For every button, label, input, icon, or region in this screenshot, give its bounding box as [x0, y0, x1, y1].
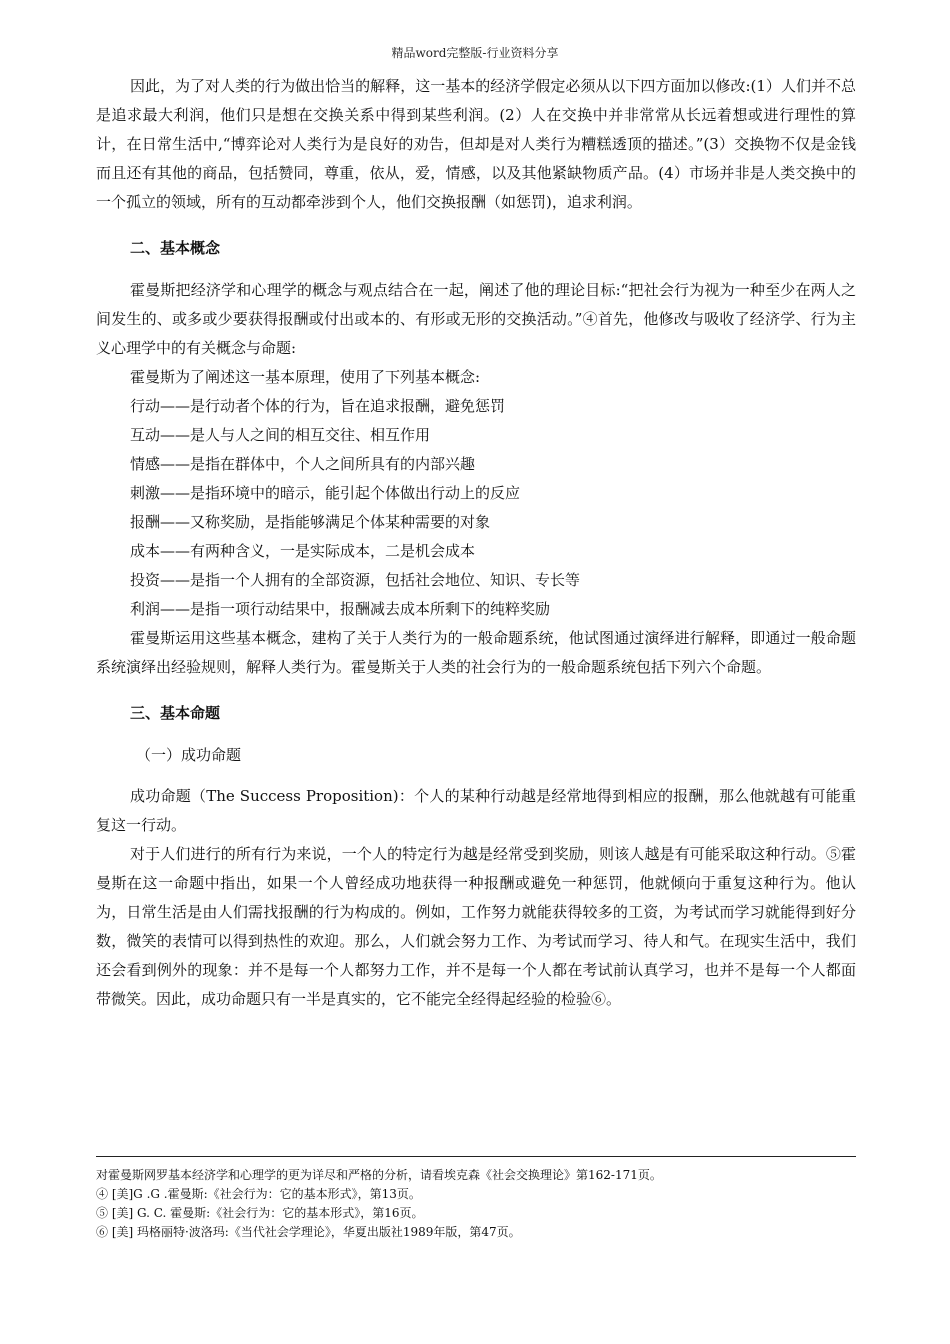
footnotes: [96, 1166, 856, 1242]
body-paragraph: 霍曼斯为了阐述这一基本原理，使用了下列基本概念:: [130, 368, 481, 386]
page-header: 精品word完整版-行业资料分享: [391, 46, 559, 60]
definition-item: 行动——是行动者个体的行为，旨在追求报酬，避免惩罚: [130, 397, 506, 415]
definition-item: 利润——是指一项行动结果中，报酬减去成本所剩下的纯粹奖励: [130, 600, 551, 618]
footnote-item: 对霍曼斯网罗基本经济学和心理学的更为详尽和严格的分析，请看埃克森《社会交换理论》第162-171页。: [96, 1168, 662, 1182]
definition-item: 报酬——又称奖励，是指能够满足个体某种需要的对象: [130, 513, 491, 531]
definition-item: 投资——是指一个人拥有的全部资源，包括社会地位、知识、专长等: [130, 571, 581, 589]
body-paragraph: 对于人们进行的所有行为来说，一个人的特定行为越是经常受到奖励，则该人越是有可能采取这种行动。⑤霍曼斯在这一命题中指出，如果一个人曾经成功地获得一种报酬或避免一种惩罚，他就倾向于重复这种行为。他认为，日常生活是由人们需找报酬的行为构成的。例如，工作努力就能获得较多的工资，为考试而学习就能得到好分数，微笑的表情可以得到热性的欢迎。那么，人们就会努力工作、为考试而学习、待人和气。在现实生活中，我们还会看到例外的现象：并不是每一个人都努力工作，并不是每一个人都在考试前认真学习，也并不是每一个人都面带微笑。因此，成功命题只有一半是真实的，它不能完全经得起经验的检验⑥。: [96, 845, 856, 1008]
document-body: [96, 72, 856, 1014]
body-paragraph: 成功命题（The Success Proposition)：个人的某种行动越是经常地得到相应的报酬，那么他就越有可能重复这一行动。: [96, 787, 856, 834]
intro-paragraph: 因此，为了对人类的行为做出恰当的解释，这一基本的经济学假定必须从以下四方面加以修改:(1）人们并不总是追求最大利润，他们只是想在交换关系中得到某些利润。(2）人在交换中并非常常从长远着想或进行理性的算计，在日常生活中,“博弈论对人类行为是良好的劝告，但却是对人类行为糟糕透顶的描述。”(3）交换物不仅是金钱而且还有其他的商品，包括赞同，尊重，依从，爱，情感，以及其他紧缺物质产品。(4）市场并非是人类交换中的一个孤立的领域，所有的互动都牵涉到个人，他们交换报酬（如惩罚)，追求利润。: [96, 77, 856, 211]
section-heading-basic-propositions: 三、基本命题: [130, 704, 221, 722]
body-paragraph: 霍曼斯运用这些基本概念，建构了关于人类行为的一般命题系统，他试图通过演绎进行解释，即通过一般命题系统演绎出经验规则，解释人类行为。霍曼斯关于人类的社会行为的一般命题系统包括下列六个命题。: [96, 629, 856, 676]
definition-item: 刺激——是指环境中的暗示，能引起个体做出行动上的反应: [130, 484, 521, 502]
definition-item: 情感——是指在群体中，个人之间所具有的内部兴趣: [130, 455, 476, 473]
subsection-heading-success: （一）成功命题: [136, 746, 242, 764]
footnote-item: ⑤ [美] G. C. 霍曼斯:《社会行为：它的基本形式》，第16页。: [96, 1206, 424, 1220]
definition-item: 成本——有两种含义，一是实际成本，二是机会成本: [130, 542, 476, 560]
definition-item: 互动——是人与人之间的相互交往、相互作用: [130, 426, 431, 444]
footnote-item: ⑥ [美] 玛格丽特·波洛玛:《当代社会学理论》，华夏出版社1989年版，第47页。: [96, 1225, 521, 1239]
footnote-divider: [96, 1156, 856, 1157]
section-heading-basic-concepts: 二、基本概念: [130, 239, 221, 257]
body-paragraph: 霍曼斯把经济学和心理学的概念与观点结合在一起，阐述了他的理论目标:“把社会行为视为一种至少在两人之间发生的、或多或少要获得报酬或付出或本的、有形或无形的交换活动。”④首先，他修改与吸收了经济学、行为主义心理学中的有关概念与命题:: [96, 281, 856, 357]
footnote-item: ④ [美]G .G .霍曼斯:《社会行为：它的基本形式》，第13页。: [96, 1187, 421, 1201]
